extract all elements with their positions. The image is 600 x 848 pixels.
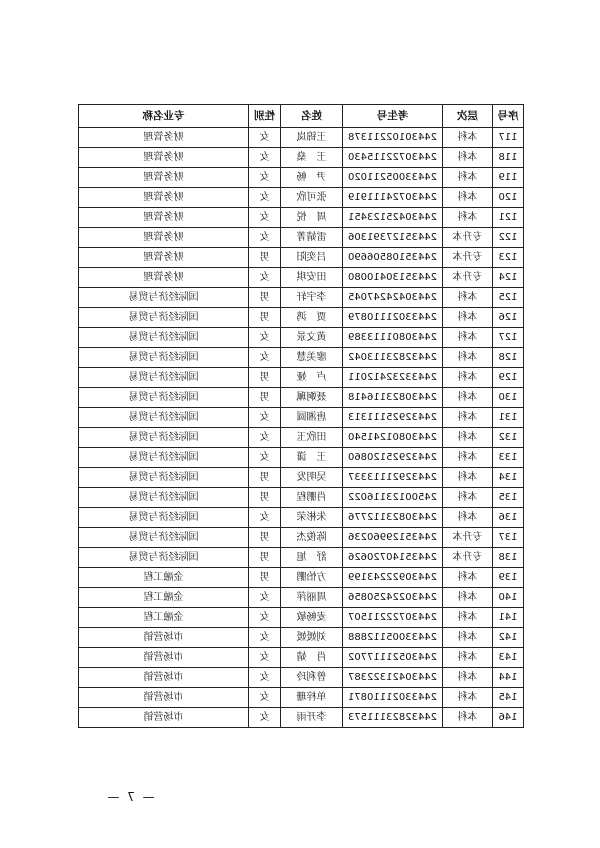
cell-exam-no: 24430801113389: [343, 328, 443, 348]
table-row: [79, 188, 524, 208]
cell-exam-no: 24432823113042: [343, 348, 443, 368]
cell-name: 卢 娅: [281, 368, 343, 388]
cell-exam-no: 24435129960236: [343, 528, 443, 548]
cell-gender: 女: [249, 328, 281, 348]
table-row: [79, 248, 524, 268]
cell-name: 李开雨: [281, 708, 343, 728]
cell-gender: 女: [249, 628, 281, 648]
cell-name: 李宇轩: [281, 288, 343, 308]
cell-major: 财务管理: [79, 248, 249, 268]
cell-level: 本科: [443, 408, 493, 428]
cell-level: 本科: [443, 308, 493, 328]
cell-name: 吕奕阳: [281, 248, 343, 268]
cell-no: 128: [493, 348, 524, 368]
cell-gender: 男: [249, 468, 281, 488]
cell-name: 陈俊杰: [281, 528, 343, 548]
cell-gender: 男: [249, 248, 281, 268]
cell-no: 138: [493, 548, 524, 568]
cell-gender: 男: [249, 388, 281, 408]
table-row: [79, 288, 524, 308]
table-row: [79, 428, 524, 448]
cell-no: 131: [493, 408, 524, 428]
cell-exam-no: 24430421322387: [343, 668, 443, 688]
cell-name: 周 悦: [281, 208, 343, 228]
cell-major: 财务管理: [79, 188, 249, 208]
cell-major: 金融工程: [79, 608, 249, 628]
cell-no: 123: [493, 248, 524, 268]
cell-gender: 女: [249, 268, 281, 288]
table-row: [79, 608, 524, 628]
cell-no: 141: [493, 608, 524, 628]
table-row: [79, 648, 524, 668]
cell-no: 122: [493, 228, 524, 248]
cell-exam-no: 24430521117702: [343, 648, 443, 668]
cell-level: 本科: [443, 508, 493, 528]
cell-gender: 男: [249, 368, 281, 388]
cell-major: 财务管理: [79, 208, 249, 228]
cell-gender: 女: [249, 408, 281, 428]
cell-exam-no: 24430722211507: [343, 608, 443, 628]
cell-major: 财务管理: [79, 168, 249, 188]
cell-gender: 女: [249, 128, 281, 148]
cell-gender: 女: [249, 608, 281, 628]
cell-no: 135: [493, 488, 524, 508]
cell-level: 本科: [443, 668, 493, 688]
cell-major: 财务管理: [79, 128, 249, 148]
table-row: [79, 508, 524, 528]
cell-gender: 女: [249, 428, 281, 448]
cell-no: 120: [493, 188, 524, 208]
cell-exam-no: 24433005112888: [343, 628, 443, 648]
cell-name: 田欣玉: [281, 428, 343, 448]
cell-level: 专升本: [443, 228, 493, 248]
cell-major: 市场营销: [79, 628, 249, 648]
cell-gender: 男: [249, 548, 281, 568]
cell-level: 本科: [443, 148, 493, 168]
cell-major: 国际经济与贸易: [79, 348, 249, 368]
cell-name: 贾 鸿: [281, 308, 343, 328]
cell-no: 124: [493, 268, 524, 288]
cell-major: 财务管理: [79, 228, 249, 248]
cell-exam-no: 24432823111573: [343, 708, 443, 728]
header-major: 专业名称: [79, 105, 249, 128]
cell-major: 国际经济与贸易: [79, 488, 249, 508]
table-row: [79, 228, 524, 248]
cell-major: 国际经济与贸易: [79, 448, 249, 468]
table-row: [79, 128, 524, 148]
table-row: [79, 528, 524, 548]
cell-name: 曾利玲: [281, 668, 343, 688]
cell-major: 国际经济与贸易: [79, 548, 249, 568]
cell-level: 本科: [443, 708, 493, 728]
cell-major: 国际经济与贸易: [79, 408, 249, 428]
cell-exam-no: 24430801241540: [343, 428, 443, 448]
cell-no: 121: [493, 208, 524, 228]
cell-no: 133: [493, 448, 524, 468]
cell-major: 国际经济与贸易: [79, 328, 249, 348]
cell-major: 财务管理: [79, 268, 249, 288]
cell-level: 本科: [443, 488, 493, 508]
cell-gender: 男: [249, 488, 281, 508]
cell-major: 国际经济与贸易: [79, 388, 249, 408]
cell-no: 125: [493, 288, 524, 308]
cell-exam-no: 24430224250856: [343, 588, 443, 608]
cell-exam-no: 24500123116022: [343, 488, 443, 508]
table-row: [79, 448, 524, 468]
cell-level: 本科: [443, 428, 493, 448]
cell-major: 国际经济与贸易: [79, 368, 249, 388]
cell-major: 市场营销: [79, 688, 249, 708]
table-row: [79, 348, 524, 368]
cell-level: 本科: [443, 208, 493, 228]
table-row: [79, 568, 524, 588]
cell-exam-no: 24430823112776: [343, 508, 443, 528]
cell-name: 舒 旭: [281, 548, 343, 568]
cell-no: 127: [493, 328, 524, 348]
cell-no: 139: [493, 568, 524, 588]
cell-level: 本科: [443, 328, 493, 348]
table-row: [79, 388, 524, 408]
table-row: [79, 268, 524, 288]
cell-major: 金融工程: [79, 588, 249, 608]
table-row: [79, 208, 524, 228]
cell-gender: 女: [249, 688, 281, 708]
cell-name: 雷婧菁: [281, 228, 343, 248]
cell-name: 聂婀珮: [281, 388, 343, 408]
cell-level: 本科: [443, 448, 493, 468]
table-row: [79, 368, 524, 388]
cell-no: 134: [493, 468, 524, 488]
cell-level: 本科: [443, 188, 493, 208]
cell-gender: 男: [249, 568, 281, 588]
cell-gender: 女: [249, 708, 281, 728]
cell-name: 肖鹏程: [281, 488, 343, 508]
table-row: [79, 708, 524, 728]
cell-major: 国际经济与贸易: [79, 528, 249, 548]
cell-no: 140: [493, 588, 524, 608]
cell-level: 专升本: [443, 248, 493, 268]
cell-major: 国际经济与贸易: [79, 428, 249, 448]
table-row: [79, 588, 524, 608]
cell-major: 市场营销: [79, 668, 249, 688]
cell-gender: 女: [249, 188, 281, 208]
cell-level: 本科: [443, 648, 493, 668]
cell-exam-no: 24430922243199: [343, 568, 443, 588]
cell-major: 国际经济与贸易: [79, 308, 249, 328]
cell-name: 张可欣: [281, 188, 343, 208]
cell-name: 尹 畅: [281, 168, 343, 188]
cell-exam-no: 24430425123451: [343, 208, 443, 228]
cell-name: 朱彬荣: [281, 508, 343, 528]
cell-exam-no: 24430823116418: [343, 388, 443, 408]
cell-gender: 女: [249, 348, 281, 368]
cell-exam-no: 24433021110879: [343, 308, 443, 328]
table-body: [79, 128, 524, 728]
cell-level: 本科: [443, 388, 493, 408]
table-row: [79, 468, 524, 488]
cell-level: 专升本: [443, 548, 493, 568]
cell-gender: 男: [249, 528, 281, 548]
cell-no: 132: [493, 428, 524, 448]
cell-no: 119: [493, 168, 524, 188]
cell-exam-no: 24433021110871: [343, 688, 443, 708]
table-row: [79, 408, 524, 428]
cell-name: 廖美慧: [281, 348, 343, 368]
cell-no: 146: [493, 708, 524, 728]
cell-name: 刘媛媛: [281, 628, 343, 648]
cell-exam-no: 24435108506690: [343, 248, 443, 268]
header-gender: 性别: [249, 105, 281, 128]
table-row: [79, 308, 524, 328]
header-name: 姓名: [281, 105, 343, 128]
cell-gender: 女: [249, 668, 281, 688]
table-row: [79, 148, 524, 168]
cell-level: 本科: [443, 348, 493, 368]
cell-name: 王 潇: [281, 448, 343, 468]
cell-exam-no: 24435140720626: [343, 548, 443, 568]
table-row: [79, 628, 524, 648]
cell-no: 142: [493, 628, 524, 648]
cell-no: 136: [493, 508, 524, 528]
cell-exam-no: 24430424247045: [343, 288, 443, 308]
cell-no: 145: [493, 688, 524, 708]
cell-exam-no: 24432921113337: [343, 468, 443, 488]
table-header-row: [79, 105, 524, 128]
cell-name: 黄文景: [281, 328, 343, 348]
cell-level: 本科: [443, 608, 493, 628]
cell-gender: 男: [249, 308, 281, 328]
cell-level: 本科: [443, 288, 493, 308]
cell-no: 118: [493, 148, 524, 168]
cell-gender: 女: [249, 588, 281, 608]
header-no: 序号: [493, 105, 524, 128]
cell-name: 麦畅敏: [281, 608, 343, 628]
cell-level: 本科: [443, 588, 493, 608]
cell-exam-no: 24430722115430: [343, 148, 443, 168]
cell-major: 金融工程: [79, 568, 249, 588]
table-row: [79, 668, 524, 688]
table-row: [79, 168, 524, 188]
cell-gender: 女: [249, 228, 281, 248]
cell-no: 144: [493, 668, 524, 688]
cell-level: 本科: [443, 468, 493, 488]
cell-gender: 女: [249, 148, 281, 168]
cell-gender: 女: [249, 648, 281, 668]
header-level: 层次: [443, 105, 493, 128]
cell-no: 126: [493, 308, 524, 328]
cell-no: 129: [493, 368, 524, 388]
cell-no: 130: [493, 388, 524, 408]
cell-exam-no: 24430724111919: [343, 188, 443, 208]
cell-level: 本科: [443, 128, 493, 148]
cell-name: 方怡鹏: [281, 568, 343, 588]
cell-major: 财务管理: [79, 148, 249, 168]
cell-major: 市场营销: [79, 708, 249, 728]
cell-exam-no: 24432925120860: [343, 448, 443, 468]
cell-exam-no: 24433232412011: [343, 368, 443, 388]
page-number: — 7 —: [105, 790, 155, 804]
cell-level: 本科: [443, 688, 493, 708]
cell-major: 市场营销: [79, 648, 249, 668]
cell-gender: 女: [249, 168, 281, 188]
cell-no: 117: [493, 128, 524, 148]
header-exam-no: 考生号: [343, 105, 443, 128]
cell-major: 国际经济与贸易: [79, 288, 249, 308]
cell-exam-no: 24435127391306: [343, 228, 443, 248]
cell-major: 国际经济与贸易: [79, 468, 249, 488]
cell-exam-no: 24430102211378: [343, 128, 443, 148]
cell-name: 王 燊: [281, 148, 343, 168]
cell-level: 本科: [443, 368, 493, 388]
table-row: [79, 548, 524, 568]
table-row: [79, 688, 524, 708]
cell-exam-no: 24432925111313: [343, 408, 443, 428]
admission-roster-table: [78, 104, 524, 728]
cell-name: 吴明发: [281, 468, 343, 488]
cell-name: 单梓珊: [281, 688, 343, 708]
cell-gender: 男: [249, 288, 281, 308]
cell-gender: 女: [249, 448, 281, 468]
cell-level: 本科: [443, 568, 493, 588]
cell-exam-no: 24435130410080: [343, 268, 443, 288]
cell-level: 专升本: [443, 268, 493, 288]
cell-gender: 女: [249, 508, 281, 528]
table-row: [79, 488, 524, 508]
cell-name: 周丽萍: [281, 588, 343, 608]
cell-level: 专升本: [443, 528, 493, 548]
cell-no: 143: [493, 648, 524, 668]
cell-name: 肖 婧: [281, 648, 343, 668]
cell-gender: 女: [249, 208, 281, 228]
cell-exam-no: 24433005211020: [343, 168, 443, 188]
cell-no: 137: [493, 528, 524, 548]
cell-name: 王锦岚: [281, 128, 343, 148]
cell-major: 国际经济与贸易: [79, 508, 249, 528]
cell-level: 本科: [443, 628, 493, 648]
cell-level: 本科: [443, 168, 493, 188]
cell-name: 唐湘圆: [281, 408, 343, 428]
table-row: [79, 328, 524, 348]
cell-name: 田安琪: [281, 268, 343, 288]
